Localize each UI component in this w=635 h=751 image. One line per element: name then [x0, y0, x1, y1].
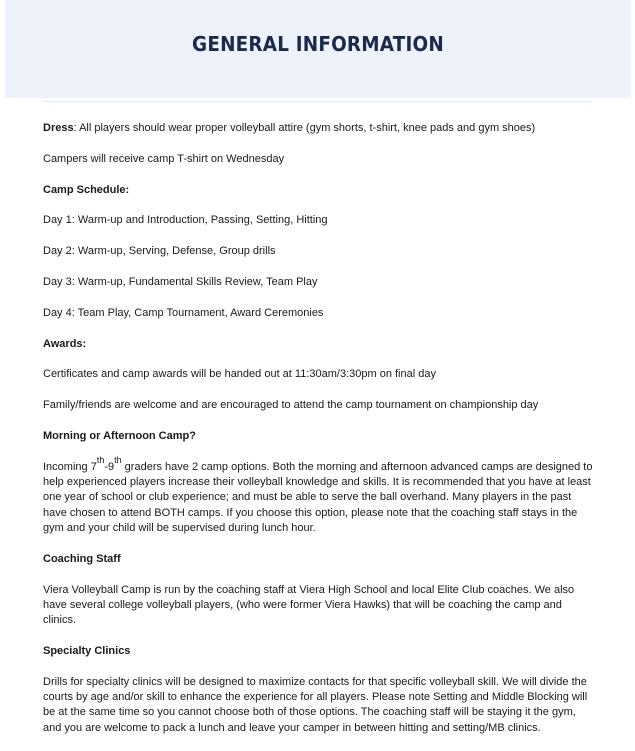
clinics-heading: Specialty Clinics [43, 644, 131, 657]
tshirt-note: Campers will receive camp T-shirt on Wednesday [43, 152, 285, 165]
coaching-heading: Coaching Staff [43, 552, 121, 565]
ordinal-suffix-2: th [114, 455, 122, 466]
coaching-paragraph: Viera Volleyball Camp is run by the coaching staff at Viera High School and local Elite Club coaches. We also have several college volleyball players, (who were former Viera Hawks) that will be coaching the camp and clinics. [43, 583, 575, 627]
dress-label: Dress [43, 122, 74, 134]
camp-options-prefix: Incoming 7 [43, 460, 97, 473]
schedule-heading: Camp Schedule: [43, 183, 130, 196]
awards-certificates: Certificates and camp awards will be handed out at 11:30am/3:30pm on final day [43, 368, 436, 381]
page-title: GENERAL INFORMATION [192, 32, 444, 56]
camp-options-mid: -9 [104, 460, 115, 473]
header-banner [5, 0, 631, 98]
document-body [43, 121, 595, 751]
schedule-day-1: Day 1: Warm-up and Introduction, Passing, Setting, Hitting [43, 214, 328, 227]
awards-heading: Awards: [43, 337, 87, 350]
camp-options-paragraph [43, 455, 595, 536]
divider [43, 101, 592, 102]
camp-options-heading: Morning or Afternoon Camp? [43, 429, 196, 442]
dress-paragraph [43, 121, 595, 136]
dress-text: : All players should wear proper volleyball attire (gym shorts, t-shirt, knee pads and gym shoes) [73, 122, 536, 134]
schedule-day-2: Day 2: Warm-up, Serving, Defense, Group drills [43, 245, 276, 258]
awards-family: Family/friends are welcome and are encouraged to attend the camp tournament on championship day [43, 399, 539, 412]
camp-options-body: graders have 2 camp options. Both the morning and afternoon advanced camps are designed to help experienced players increase their volleyball knowledge and skills. It is recommended that you have at least one year of school or club experience; and must be able to serve the ball overhand. Many players in the past have chosen to attend BOTH camps. If you choose this option, please note that the coaching staff stays in the gym and your child will be supervised during lunch hour. [43, 460, 593, 534]
ordinal-suffix-1: th [96, 455, 105, 466]
clinics-paragraph: Drills for specialty clinics will be designed to maximize contacts for that specific volleyball skill. We will divide the courts by age and/or skill to enhance the experience for all players. Please note Setting and Middle Blocking will be at the same time so you cannot choose both of those options. The coaching staff will be staying it the gym, and you are welcome to pack a lunch and leave your camper in between hitting and setting/MB clinics. [43, 675, 588, 734]
schedule-day-3: Day 3: Warm-up, Fundamental Skills Review, Team Play [43, 275, 318, 288]
schedule-day-4: Day 4: Team Play, Camp Tournament, Award Ceremonies [43, 306, 324, 319]
